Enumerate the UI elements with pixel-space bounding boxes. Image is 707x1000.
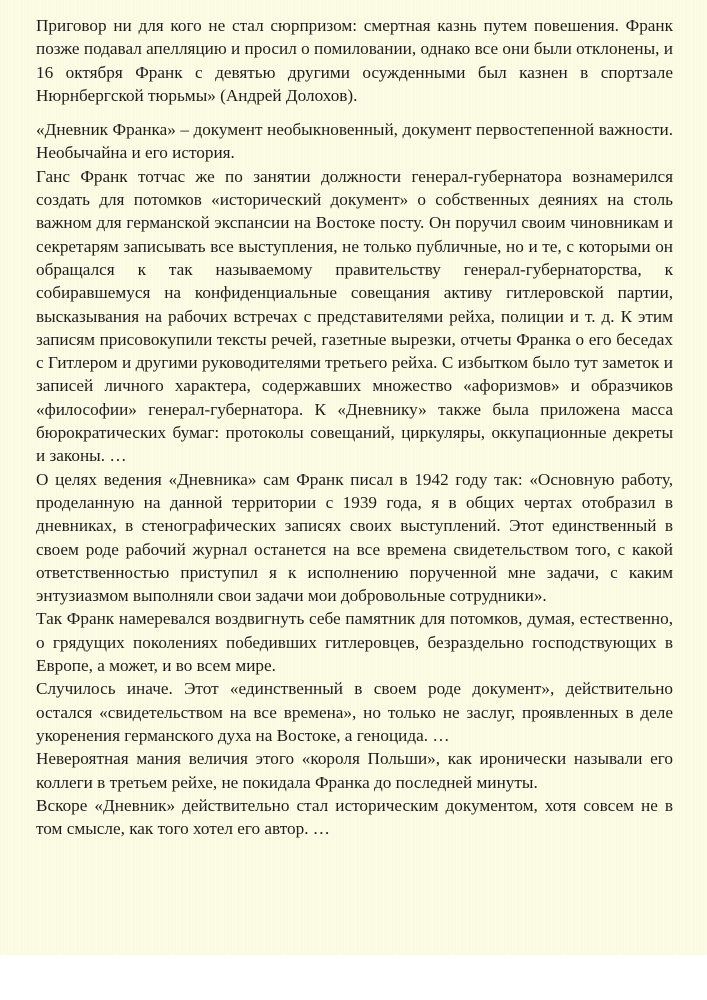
paragraph-outcome: Случилось иначе. Этот «единственный в своем роде документ», действительно остался «свидетельством на все времена», но только не заслуг, проявленных в деле укоренения германского духа на Востоке, а геноцида. … xyxy=(36,679,673,745)
paragraph-diary-intro: «Дневник Франка» – документ необыкновенный, документ первостепенной важности. Необычайна и его история. xyxy=(36,120,673,163)
paragraph-conclusion: Вскоре «Дневник» действительно стал историческим документом, хотя совсем не в том смысле, как того хотел его автор. … xyxy=(36,795,673,839)
paragraph-megalomania: Невероятная мания величия этого «короля Польши», как иронически называли его коллеги в третьем рейхе, не покидала Франка до последней минуты. xyxy=(36,749,673,792)
paragraph-diary-creation: Ганс Франк тотчас же по занятии должности генерал-губернатора вознамерился создать для потомков «исторический документ» о собственных деяниях на столь важном для германской экспансии на Востоке посту. Он поручил своим чиновникам и секретарям записывать все выступления, не только публичные, но и те, с которыми он обращался к так называемому правительству генерал-губернаторства, к собиравшемуся на конфиденциальные совещания активу гитлеровской партии, высказывания на рабочих встречах с представителями рейха, полиции и т. д. К этим записям присовокупили тексты речей, газетные вырезки, отчеты Франка о его беседах с Гитлером и другими руководителями третьего рейха. С избытком было тут заметок и записей личного характера, содержавших множество «афоризмов» и образчиков «философии» генерал-губернатора. К «Дневнику» также была приложена масса бюрократических бумаг: протоколы совещаний, циркуляры, оккупационные декреты и законы. … xyxy=(36,166,673,466)
document-body xyxy=(36,14,673,840)
paragraph-monument: Так Франк намеревался воздвигнуть себе памятник для потомков, думая, естественно, о грядущих поколениях победивших гитлеровцев, безраздельно господствующих в Европе, а может, и во всем мире. xyxy=(36,609,673,676)
paragraph-diary-purpose: О целях ведения «Дневника» сам Франк писал в 1942 году так: «Основную работу, проделанную на данной территории с 1939 года, я в общих чертах отобразил в дневниках, в стенографических записях своих выступлений. Этот единственный в своем роде рабочий журнал останется на все времена свидетельством того, с какой ответственностью приступил я к исполнению порученной мне задачи, с каким энтузиазмом выполняли свои задачи мои добровольные сотрудники». xyxy=(36,469,673,606)
paragraph-verdict: Приговор ни для кого не стал сюрпризом: смертная казнь путем повешения. Франк позже подавал апелляцию и просил о помиловании, однако все они были отклонены, и 16 октября Франк с девятью другими осужденными был казнен в спортзале Нюрнбергской тюрьмы» (Андрей Долохов). xyxy=(36,16,673,105)
